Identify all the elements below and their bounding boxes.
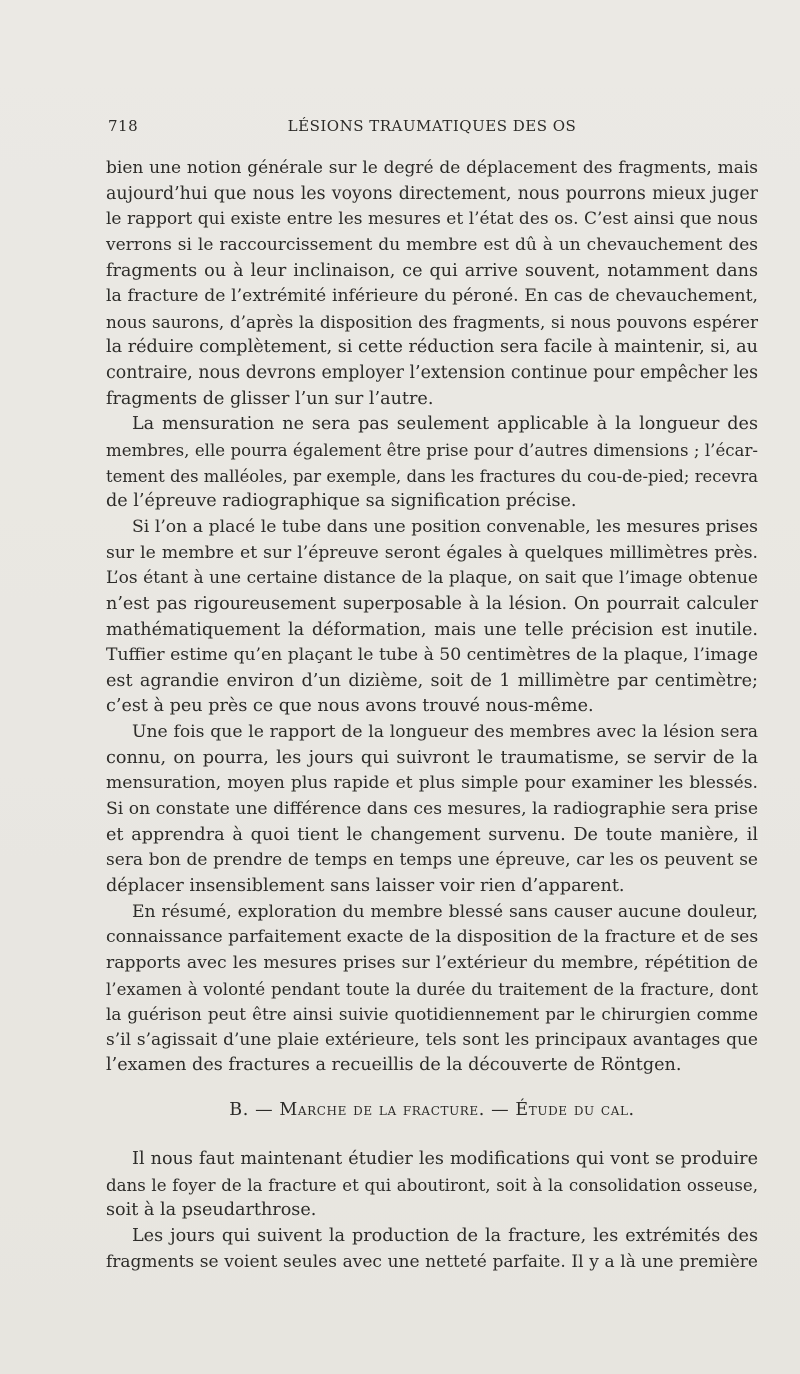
text-line: Une fois que le rapport de la longueur des membres avec la lésion sera: [132, 722, 758, 743]
text-line: fragments se voient seules avec une netteté parfaite. Il y a là une première: [106, 1251, 758, 1272]
text-line: Tuffier estime qu’en plaçant le tube à 50 centimètres de la plaque, l’image: [106, 645, 758, 666]
text-line: s’il s’agissait d’une plaie extérieure, tels sont les principaux avantages que: [106, 1029, 758, 1050]
text-line: L’os étant à une certaine distance de la plaque, on sait que l’image obtenue: [106, 568, 758, 589]
text-line: est agrandie environ d’un dizième, soit de 1 millimètre par centimètre;: [106, 670, 758, 691]
text-line: n’est pas rigoureusement superposable à la lésion. On pourrait calculer: [106, 593, 758, 614]
text-line: En résumé, exploration du membre blessé sans causer aucune douleur,: [132, 901, 758, 922]
text-line: Si l’on a placé le tube dans une position convenable, les mesures prises: [132, 516, 758, 537]
text-line: aujourd’hui que nous les voyons directement, nous pourrons mieux juger: [106, 183, 758, 204]
running-title: LÉSIONS TRAUMATIQUES DES OS: [287, 117, 577, 135]
text-line: rapports avec les mesures prises sur l’extérieur du membre, répétition de: [106, 952, 758, 973]
text-line: La mensuration ne sera pas seulement applicable à la longueur des: [132, 414, 758, 435]
text-line: et apprendra à quoi tient le changement survenu. De toute manière, il: [106, 824, 758, 845]
text-line: verrons si le raccourcissement du membre est dû à un chevauchement des: [106, 234, 758, 255]
body-text-top: [106, 156, 758, 1079]
text-line: l’examen à volonté pendant toute la durée du traitement de la fracture, dont: [106, 979, 758, 999]
text-line: connu, on pourra, les jours qui suivront le traumatisme, se servir de la: [106, 747, 758, 768]
text-line: le rapport qui existe entre les mesures et l’état des os. C’est ainsi que nous: [106, 209, 758, 230]
text-line: déplacer insensiblement sans laisser voir rien d’apparent.: [106, 875, 625, 896]
text-line: la guérison peut être ainsi suivie quotidiennement par le chirurgien comme: [106, 1004, 758, 1025]
text-line: sera bon de prendre de temps en temps une épreuve, car les os peuvent se: [106, 850, 758, 871]
text-line: l’examen des fractures a recueillis de la découverte de Röntgen.: [106, 1055, 682, 1076]
text-line: Il nous faut maintenant étudier les modifications qui vont se produire: [132, 1149, 758, 1169]
text-line: la réduire complètement, si cette réduction sera facile à maintenir, si, au: [106, 337, 758, 358]
text-line: tement des malléoles, par exemple, dans les fractures du cou-de-pied; recevra: [106, 466, 758, 486]
text-line: soit à la pseudarthrose.: [106, 1200, 317, 1221]
text-line: contraire, nous devrons employer l’extension continue pour empêcher les: [106, 363, 758, 384]
text-line: Si on constate une différence dans ces mesures, la radiographie sera prise: [106, 799, 758, 820]
text-line: fragments de glisser l’un sur l’autre.: [106, 388, 434, 409]
text-line: Les jours qui suivent la production de la fracture, les extrémités des: [132, 1225, 758, 1246]
body-text-bottom: [106, 1147, 758, 1275]
page-number: 718: [108, 117, 139, 135]
text-line: mensuration, moyen plus rapide et plus simple pour examiner les blessés.: [106, 773, 758, 794]
text-line: dans le foyer de la fracture et qui aboutiront, soit à la consolidation osseuse,: [106, 1175, 758, 1195]
text-line: fragments ou à leur inclinaison, ce qui arrive souvent, notamment dans: [106, 260, 758, 281]
text-line: c’est à peu près ce que nous avons trouvé nous-même.: [106, 696, 594, 717]
text-line: la fracture de l’extrémité inférieure du péroné. En cas de chevauchement,: [106, 286, 758, 307]
text-line: membres, elle pourra également être prise pour d’autres dimensions ; l’écar-: [106, 441, 758, 461]
text-line: nous saurons, d’après la disposition des fragments, si nous pouvons espérer: [106, 311, 758, 332]
section-heading: B. — Marche de la fracture. — Étude du cal.: [229, 1100, 635, 1120]
running-head: [108, 117, 756, 139]
text-line: sur le membre et sur l’épreuve seront égales à quelques millimètres près.: [106, 542, 758, 563]
text-line: de l’épreuve radiographique sa signification précise.: [106, 491, 577, 512]
text-line: connaissance parfaitement exacte de la disposition de la fracture et de ses: [106, 927, 759, 948]
text-line: bien une notion générale sur le degré de déplacement des fragments, mais: [106, 158, 758, 178]
text-line: mathématiquement la déformation, mais une telle précision est inutile.: [106, 619, 758, 640]
